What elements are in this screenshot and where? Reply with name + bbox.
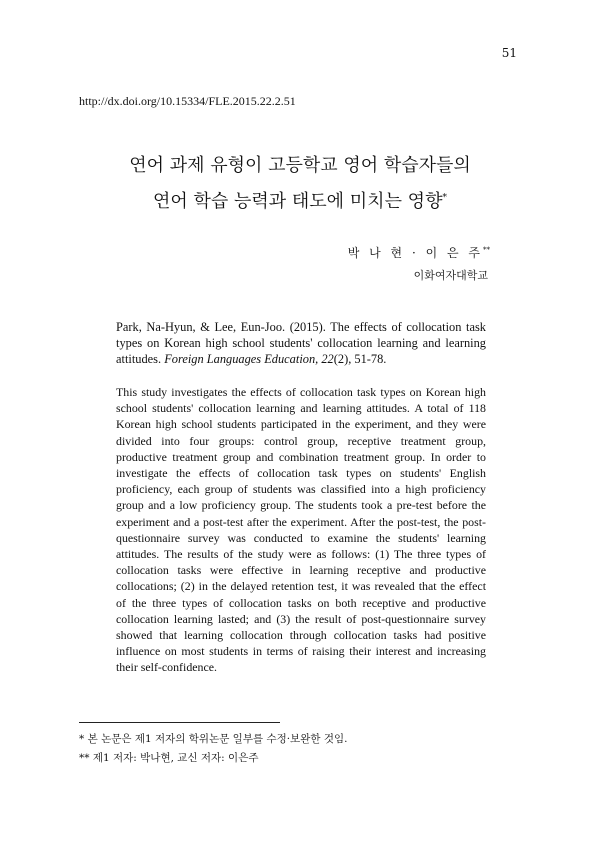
- paper-title: [0, 150, 600, 218]
- title-line-2-text: 연어 학습 능력과 태도에 미치는 영향: [153, 191, 443, 212]
- citation-journal: Foreign Languages Education, 22: [164, 352, 334, 366]
- author-footnote-mark: **: [483, 246, 490, 254]
- author-affiliation: 이화여자대학교: [413, 269, 488, 282]
- citation-tail: (2), 51-78.: [333, 352, 387, 366]
- citation-text: Park, Na-Hyun, & Lee, Eun-Joo. (2015). The effects of collocation task types on Korean high school students' collocation learning and learning attitudes.: [116, 320, 486, 366]
- footnote-2: ** 제1 저자: 박나현, 교신 저자: 이은주: [79, 752, 259, 764]
- author-names-text: 박 나 현 · 이 은 주: [347, 246, 483, 260]
- author-names: [348, 244, 490, 261]
- title-line-1: 연어 과제 유형이 고등학교 영어 학습자들의: [129, 155, 471, 176]
- abstract-text: This study investigates the effects of collocation task types on Korean high school students' collocation learning and learning attitudes. A total of 118 Korean high school students participated in the experiment, and they were divided into four groups: control group, receptive treatment group, productive treatment group and combination treatment group. In order to investigate the effects of collocation task types on students' English proficiency, each group of students was classified into a high proficiency group and a low proficiency group. The students took a pre-test before the experiment and a post-test after the experiment. After the post-test, the post-questionnaire survey was conducted to examine the students' learning attitudes. The results of the study were as follows: (1) The three types of collocation tasks were effective in learning receptive and productive collocations; (2) in the delayed retention test, it was revealed that the effect of the three types of collocation tasks on both receptive and productive collocation learning lasted; and (3) the result of post-questionnaire survey showed that learning collocation through collocation tasks had positive influence on most students in terms of raising their interest and increasing their self-confidence.: [116, 385, 486, 675]
- page-number: 51: [501, 46, 517, 60]
- citation-block: [116, 319, 486, 367]
- footnote-divider: [79, 722, 280, 723]
- title-line-2: [0, 182, 600, 218]
- footnote-1: * 본 논문은 제1 저자의 학위논문 일부를 수정·보완한 것임.: [79, 733, 348, 745]
- doi-link[interactable]: http://dx.doi.org/10.15334/FLE.2015.22.2.51: [79, 94, 296, 108]
- title-footnote-mark: *: [442, 193, 447, 203]
